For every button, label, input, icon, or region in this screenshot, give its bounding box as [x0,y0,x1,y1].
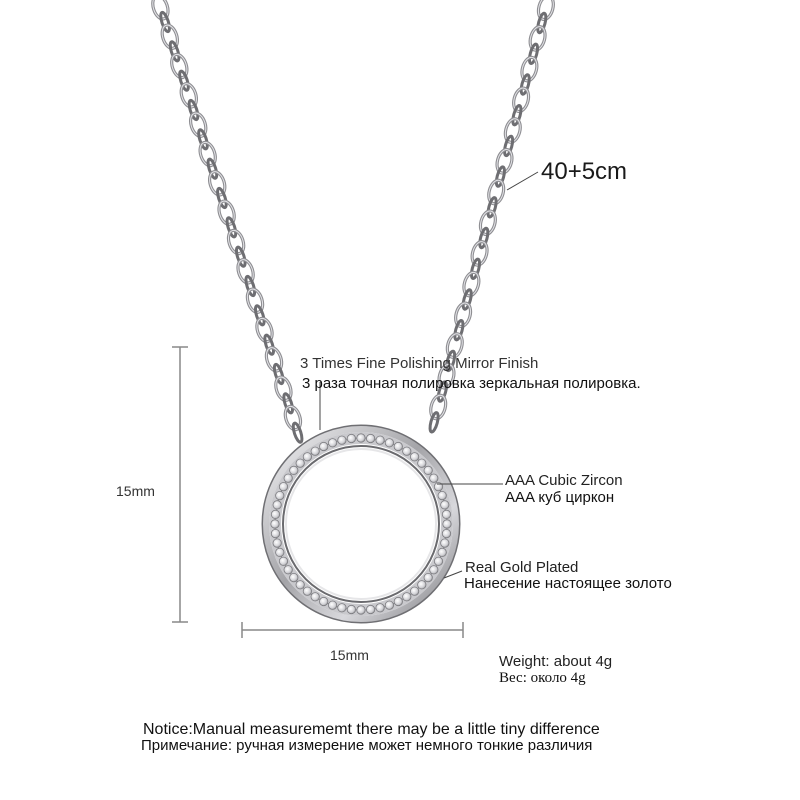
circle-pendant [263,426,459,622]
weight-label-en: Weight: about 4g [499,653,613,670]
height-dimension [172,347,188,622]
height-label: 15mm [116,483,155,499]
zircon-label-ru: AAA куб циркон [505,489,615,506]
width-label: 15mm [330,647,369,663]
width-dimension [242,622,463,638]
gold-label-en: Real Gold Plated [465,559,579,576]
chain-left [150,0,304,443]
polish-label-en: 3 Times Fine Polishing Mirror Finish [300,355,539,372]
notice-text-ru: Примечание: ручная измерение может немного тонкие различия [141,737,593,754]
polish-label-ru: 3 раза точная полировка зеркальная полировка. [302,375,641,392]
chain-length-label: 40+5cm [541,158,628,185]
zircon-label-en: AAA Cubic Zircon [505,472,623,489]
notice-text-en: Notice:Manual measurememt there may be a little tiny difference [143,721,600,738]
weight-label-ru: Вес: около 4g [499,670,586,686]
gold-label-ru: Нанесение настоящее золото [464,575,672,592]
